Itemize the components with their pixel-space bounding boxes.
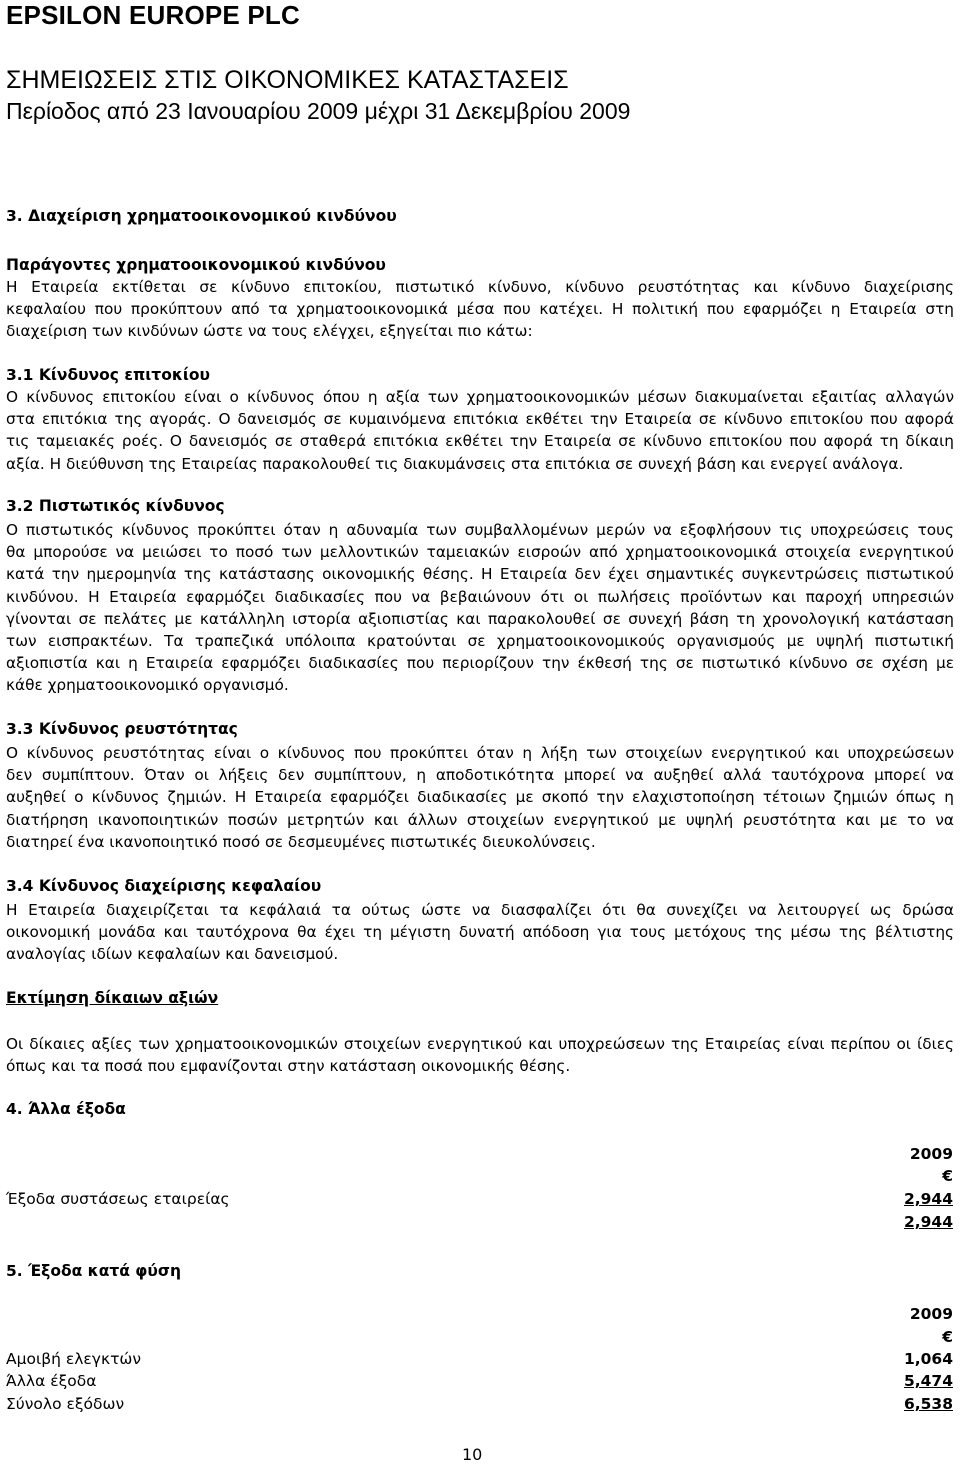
risk-factors-heading: Παράγοντες χρηματοοικονομικού κινδύνου <box>6 256 386 274</box>
paragraph-line: Ο κίνδυνος ρευστότητας είναι ο κίνδυνος που προκύπτει όταν η λήξη των στοιχείων ενεργητικού και υποχρεώσεων <box>6 744 954 762</box>
liquidity-risk-paragraph <box>6 742 954 853</box>
currency-header: € <box>942 1167 953 1185</box>
credit-risk-heading: 3.2 Πιστωτικός κίνδυνος <box>6 497 225 515</box>
row-value: 5,474 <box>903 1372 953 1390</box>
year-header: 2009 <box>909 1145 953 1163</box>
paragraph-line: κάθε χρηματοοικονομικό οργανισμό. <box>6 676 289 695</box>
paragraph-line: κατά την ημερομηνία της κατάστασης οικονομικής θέσης. Η Εταιρεία δεν έχει σημαντικές συγκεντρώσεις πιστωτικού <box>6 565 954 584</box>
paragraph-line: οικονομική μονάδα και ταυτόχρονα θα έχει τη μέγιστη δυνατή απόδοση για τους μετόχους της μέσω της βέλτιστης <box>6 923 954 942</box>
row-value: 6,538 <box>903 1395 953 1413</box>
paragraph-line: διατηρεί ένα ικανοποιητικό ποσό σε δεσμευμένες πιστωτικές διευκολύνσεις. <box>6 832 596 851</box>
risk-factors-paragraph <box>6 276 954 343</box>
other-expenses-heading: 4. Άλλα έξοδα <box>6 1100 126 1118</box>
paragraph-line: αξία. Η διεύθυνση της Εταιρείας παρακολουθεί τις διακυμάνσεις στα επιτόκια σε συνεχή βάση και ενεργεί ανάλογα. <box>6 454 904 473</box>
paragraph-line: διατήρηση ικανοποιητικών ποσών μετρητών και άλλων στοιχείων ενεργητικού με υψηλή ρευστότητα και με το να <box>6 810 954 829</box>
paragraph-line: δεν συμπίπτουν. Όταν οι λήξεις δεν συμπίπτουν, η αποδοτικότητα μπορεί να αυξηθεί αλλά ταυτόχρονα μπορεί να <box>6 766 954 785</box>
other-expenses-currency-row <box>6 1167 953 1189</box>
table-row <box>6 1372 953 1394</box>
paragraph-line: αξιοπιστία και η Εταιρεία εφαρμόζει διαδικασίες που περιορίζουν την έκθεσή της σε πιστωτικό κίνδυνο σε σχέση με <box>6 654 954 673</box>
paragraph-line: Ο πιστωτικός κίνδυνος προκύπτει όταν η αδυναμία των συμβαλλομένων μερών να εξοφλήσουν τις υποχρεώσεις τους <box>6 521 954 539</box>
row-label: Άλλα έξοδα <box>6 1372 97 1390</box>
paragraph-line: κεφαλαίου που προκύπτουν από τα χρηματοοικονομικά μέσα που κατέχει. Η πολιτική που εφαρμόζει η Εταιρεία στη <box>6 300 954 319</box>
paragraph-line: όπως και τα ποσά που εμφανίζονται στην κατάσταση οικονομικής θέσης. <box>6 1057 571 1076</box>
paragraph-line: τις ταμειακές ροές. Ο δανεισμός σε σταθερά επιτόκια εκθέτει την Εταιρεία σε κίνδυνο επιτοκίου που αφορά τη δίκαιη <box>6 432 954 451</box>
fair-value-heading: Εκτίμηση δίκαιων αξιών <box>6 989 219 1007</box>
paragraph-line: γίνονται σε πελάτες με κατάλληλη ιστορία αξιοπιστίας και παρακολουθεί σε συνεχή βάση τη χρονολογική κατάσταση <box>6 609 954 628</box>
page-number: 10 <box>462 1445 483 1464</box>
row-label: Σύνολο εξόδων <box>6 1395 125 1413</box>
table-total-row <box>6 1395 953 1417</box>
paragraph-line: Ο κίνδυνος επιτοκίου είναι ο κίνδυνος όπου η αξία των χρηματοοικονομικών μέσων διακυμαίνεται εξαιτίας αλλαγών <box>6 388 954 406</box>
paragraph-line: Η Εταιρεία διαχειρίζεται τα κεφάλαιά τα ούτως ώστε να διασφαλίζει ότι θα συνεχίζει να λειτουργεί ως δρώσα <box>6 901 954 919</box>
document-title: ΣΗΜΕΙΩΣΕΙΣ ΣΤΙΣ ΟΙΚΟΝΟΜΙΚΕΣ ΚΑΤΑΣΤΑΣΕΙΣ <box>6 66 569 94</box>
liquidity-risk-heading: 3.3 Κίνδυνος ρευστότητας <box>6 720 238 738</box>
section-3-heading: 3. Διαχείριση χρηματοοικονομικού κινδύνου <box>6 207 397 225</box>
expenses-by-nature-heading: 5. Έξοδα κατά φύση <box>6 1262 181 1280</box>
table-row <box>6 1190 953 1212</box>
paragraph-line: αυξηθεί ο κίνδυνος ζημιών. Η Εταιρεία εφαρμόζει διαδικασίες με σκοπό την ελαχιστοποίηση τέτοιων ζημιών όπως η <box>6 788 954 807</box>
fair-value-paragraph <box>6 1033 954 1077</box>
other-expenses-year-row <box>6 1145 953 1167</box>
expenses-currency-row <box>6 1328 953 1350</box>
paragraph-line: διαχείριση των κινδύνων ώστε να τους ελέγχει, εξηγείται πιο κάτω: <box>6 322 533 341</box>
paragraph-line: Οι δίκαιες αξίες των χρηματοοικονομικών στοιχείων ενεργητικού και υποχρεώσεων της Εταιρείας είναι περίπου οι ίδιες <box>6 1035 954 1053</box>
capital-risk-paragraph <box>6 899 954 966</box>
company-name: EPSILON EUROPE PLC <box>6 0 300 30</box>
currency-header: € <box>942 1328 953 1346</box>
paragraph-line: θα μπορούσε να μειώσει το ποσό των μελλοντικών ταμειακών εισροών από χρηματοοικονομικά στοιχεία ενεργητικού <box>6 543 954 562</box>
row-value: 1,064 <box>903 1350 953 1368</box>
year-header: 2009 <box>909 1305 953 1323</box>
total-value: 2,944 <box>903 1213 953 1231</box>
row-label: Αμοιβή ελεγκτών <box>6 1350 142 1368</box>
paragraph-line: Η Εταιρεία εκτίθεται σε κίνδυνο επιτοκίου, πιστωτικό κίνδυνο, κίνδυνο ρευστότητας και κίνδυνο διαχείρισης <box>6 278 954 296</box>
capital-risk-heading: 3.4 Κίνδυνος διαχείρισης κεφαλαίου <box>6 877 322 895</box>
interest-rate-risk-heading: 3.1 Κίνδυνος επιτοκίου <box>6 366 211 384</box>
row-label: Έξοδα συστάσεως εταιρείας <box>6 1190 230 1208</box>
table-row <box>6 1350 953 1372</box>
row-value: 2,944 <box>903 1190 953 1208</box>
paragraph-line: των εισπρακτέων. Τα τραπεζικά υπόλοιπα κρατούνται σε χρηματοοικονομικούς οργανισμούς με υψηλή πιστωτική <box>6 632 954 651</box>
paragraph-line: στα επιτόκια της αγοράς. Ο δανεισμός σε κυμαινόμενα επιτόκια εκθέτει την Εταιρεία σε κίνδυνο επιτοκίου που αφορά <box>6 410 954 429</box>
credit-risk-paragraph <box>6 519 954 697</box>
interest-rate-risk-paragraph <box>6 386 954 475</box>
paragraph-line: αναλογίας ιδίων κεφαλαίων και δανεισμού. <box>6 945 339 964</box>
paragraph-line: κινδύνου. Η Εταιρεία εφαρμόζει διαδικασίες που να βεβαιώνουν ότι οι πωλήσεις προϊόντων και παροχή υπηρεσιών <box>6 587 954 606</box>
expenses-year-row <box>6 1305 953 1327</box>
table-total-row <box>6 1213 953 1235</box>
document-period: Περίοδος από 23 Ιανουαρίου 2009 μέχρι 31 Δεκεμβρίου 2009 <box>6 98 631 124</box>
